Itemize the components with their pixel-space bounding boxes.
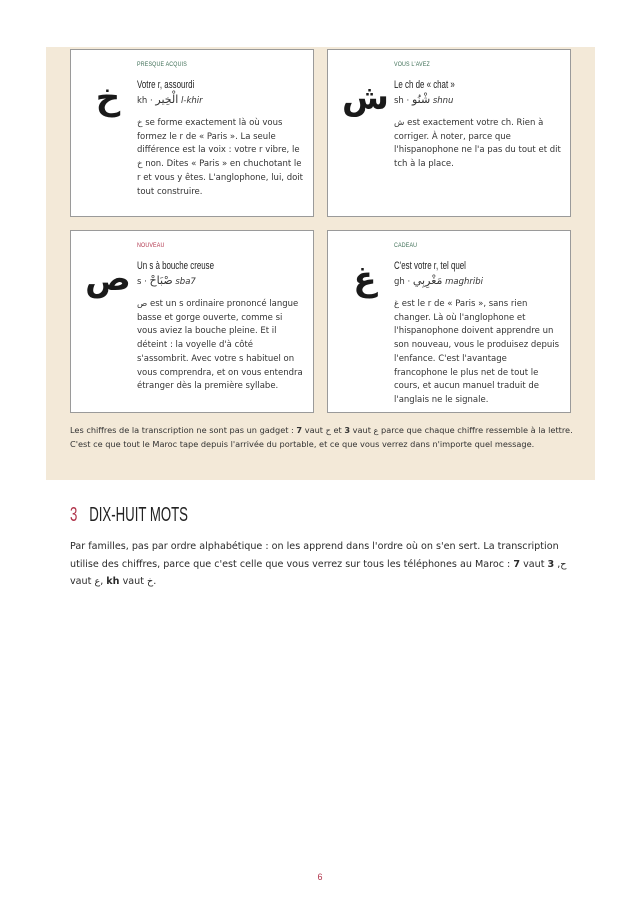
arabic-letter: غ [353,259,377,299]
card-title: Votre r, assourdi [137,79,195,91]
card-title: Le ch de « chat » [394,79,455,91]
card-description: ش est exactement votre ch. Rien à corriger. À noter, parce que l'hispanophone ne l'a pas du tout et dit tch à la place. [394,118,561,170]
paragraph-bold: 7 [513,558,521,570]
section-intro-paragraph [70,538,570,591]
paragraph-bold: 3 [547,558,555,570]
card-description: ص est un s ordinaire prononcé langue basse et gorge ouverte, comme si vous aviez la bouche pleine. Et il déteint : la voyelle d'à côté s'assombrit. Avec votre s habituel on vous comprendra, et on vous entendra étranger dès la première syllabe. [137,299,303,392]
note-text: vaut ع parce que chaque chiffre ressemble à la lettre. C'est ce que tout le Maroc tape depuis l'arrivée du portable, et ce que vous verrez dans n'importe quel message. [70,425,573,449]
translit-italic: maghribi [445,277,483,287]
paragraph-text: Par familles, pas par ordre alphabétique : on les apprend dans l'ordre où on s'en sert. La transcription utilise des chiffres, parce que c'est celle que vous verrez sur tous les téléphones au Maroc : [70,541,559,570]
page-number: 6 [317,872,323,882]
card-title: C'est votre r, tel quel [394,260,466,272]
note-text: vaut ح et [302,425,345,435]
arabic-letter: ش [342,78,389,118]
note-number: 7 [296,425,303,435]
card-tag: NOUVEAU [137,242,165,249]
card-tag: CADEAU [394,242,418,249]
section-heading [70,502,188,528]
card-transliteration [137,274,305,289]
card-transliteration [137,93,305,108]
section-title: DIX-HUIT MOTS [89,504,188,526]
translit-latin: sh · [394,96,410,106]
letter-card-sad [70,230,314,413]
note-text: Les chiffres de la transcription ne sont pas un gadget : [70,425,297,435]
translit-italic: l-khir [181,96,203,106]
arabic-letter: خ [95,78,121,118]
card-tag: VOUS L'AVEZ [394,61,430,68]
translit-arabic: مَغْرِبِي [412,274,443,287]
translit-latin: kh · [137,96,153,106]
section-number: 3 [70,504,78,526]
card-description: خ se forme exactement là où vous formez le r de « Paris ». La seule différence est la voix : votre r vibre, le خ non. Dites « Paris » en chuchotant le r et vous y êtes. L'anglophone, lui, doit tout construire. [137,118,303,197]
translit-italic: shnu [432,96,454,106]
translit-arabic: شْنُو [411,93,431,106]
letter-card-kha [70,49,314,217]
card-transliteration [394,93,562,108]
arabic-letter: ص [85,259,131,299]
translit-italic: sba7 [175,277,196,287]
letter-card-shin [327,49,571,217]
paragraph-text: vaut ع, [70,576,107,587]
note-number: 3 [344,425,351,435]
card-description: غ est le r de « Paris », sans rien changer. Là où l'anglophone et l'hispanophone doivent apprendre un son nouveau, vous le produisez depuis l'enfance. C'est l'avantage francophone le plus net de tout le cours, et aucun manuel traduit de l'anglais ne le signale. [394,299,560,405]
card-title: Un s à bouche creuse [137,260,215,272]
translit-arabic: الْخِير [155,93,179,106]
transcription-note [70,424,580,451]
translit-arabic: صْبَاحْ [149,274,173,287]
paragraph-text: vaut خ. [119,576,157,587]
card-tag: PRESQUE ACQUIS [137,61,187,68]
translit-latin: gh · [394,277,411,287]
translit-latin: s · [137,277,147,287]
card-transliteration [394,274,562,289]
paragraph-text: vaut ح, [520,558,567,570]
letter-card-ghayn [327,230,571,413]
paragraph-bold: kh [106,576,120,587]
